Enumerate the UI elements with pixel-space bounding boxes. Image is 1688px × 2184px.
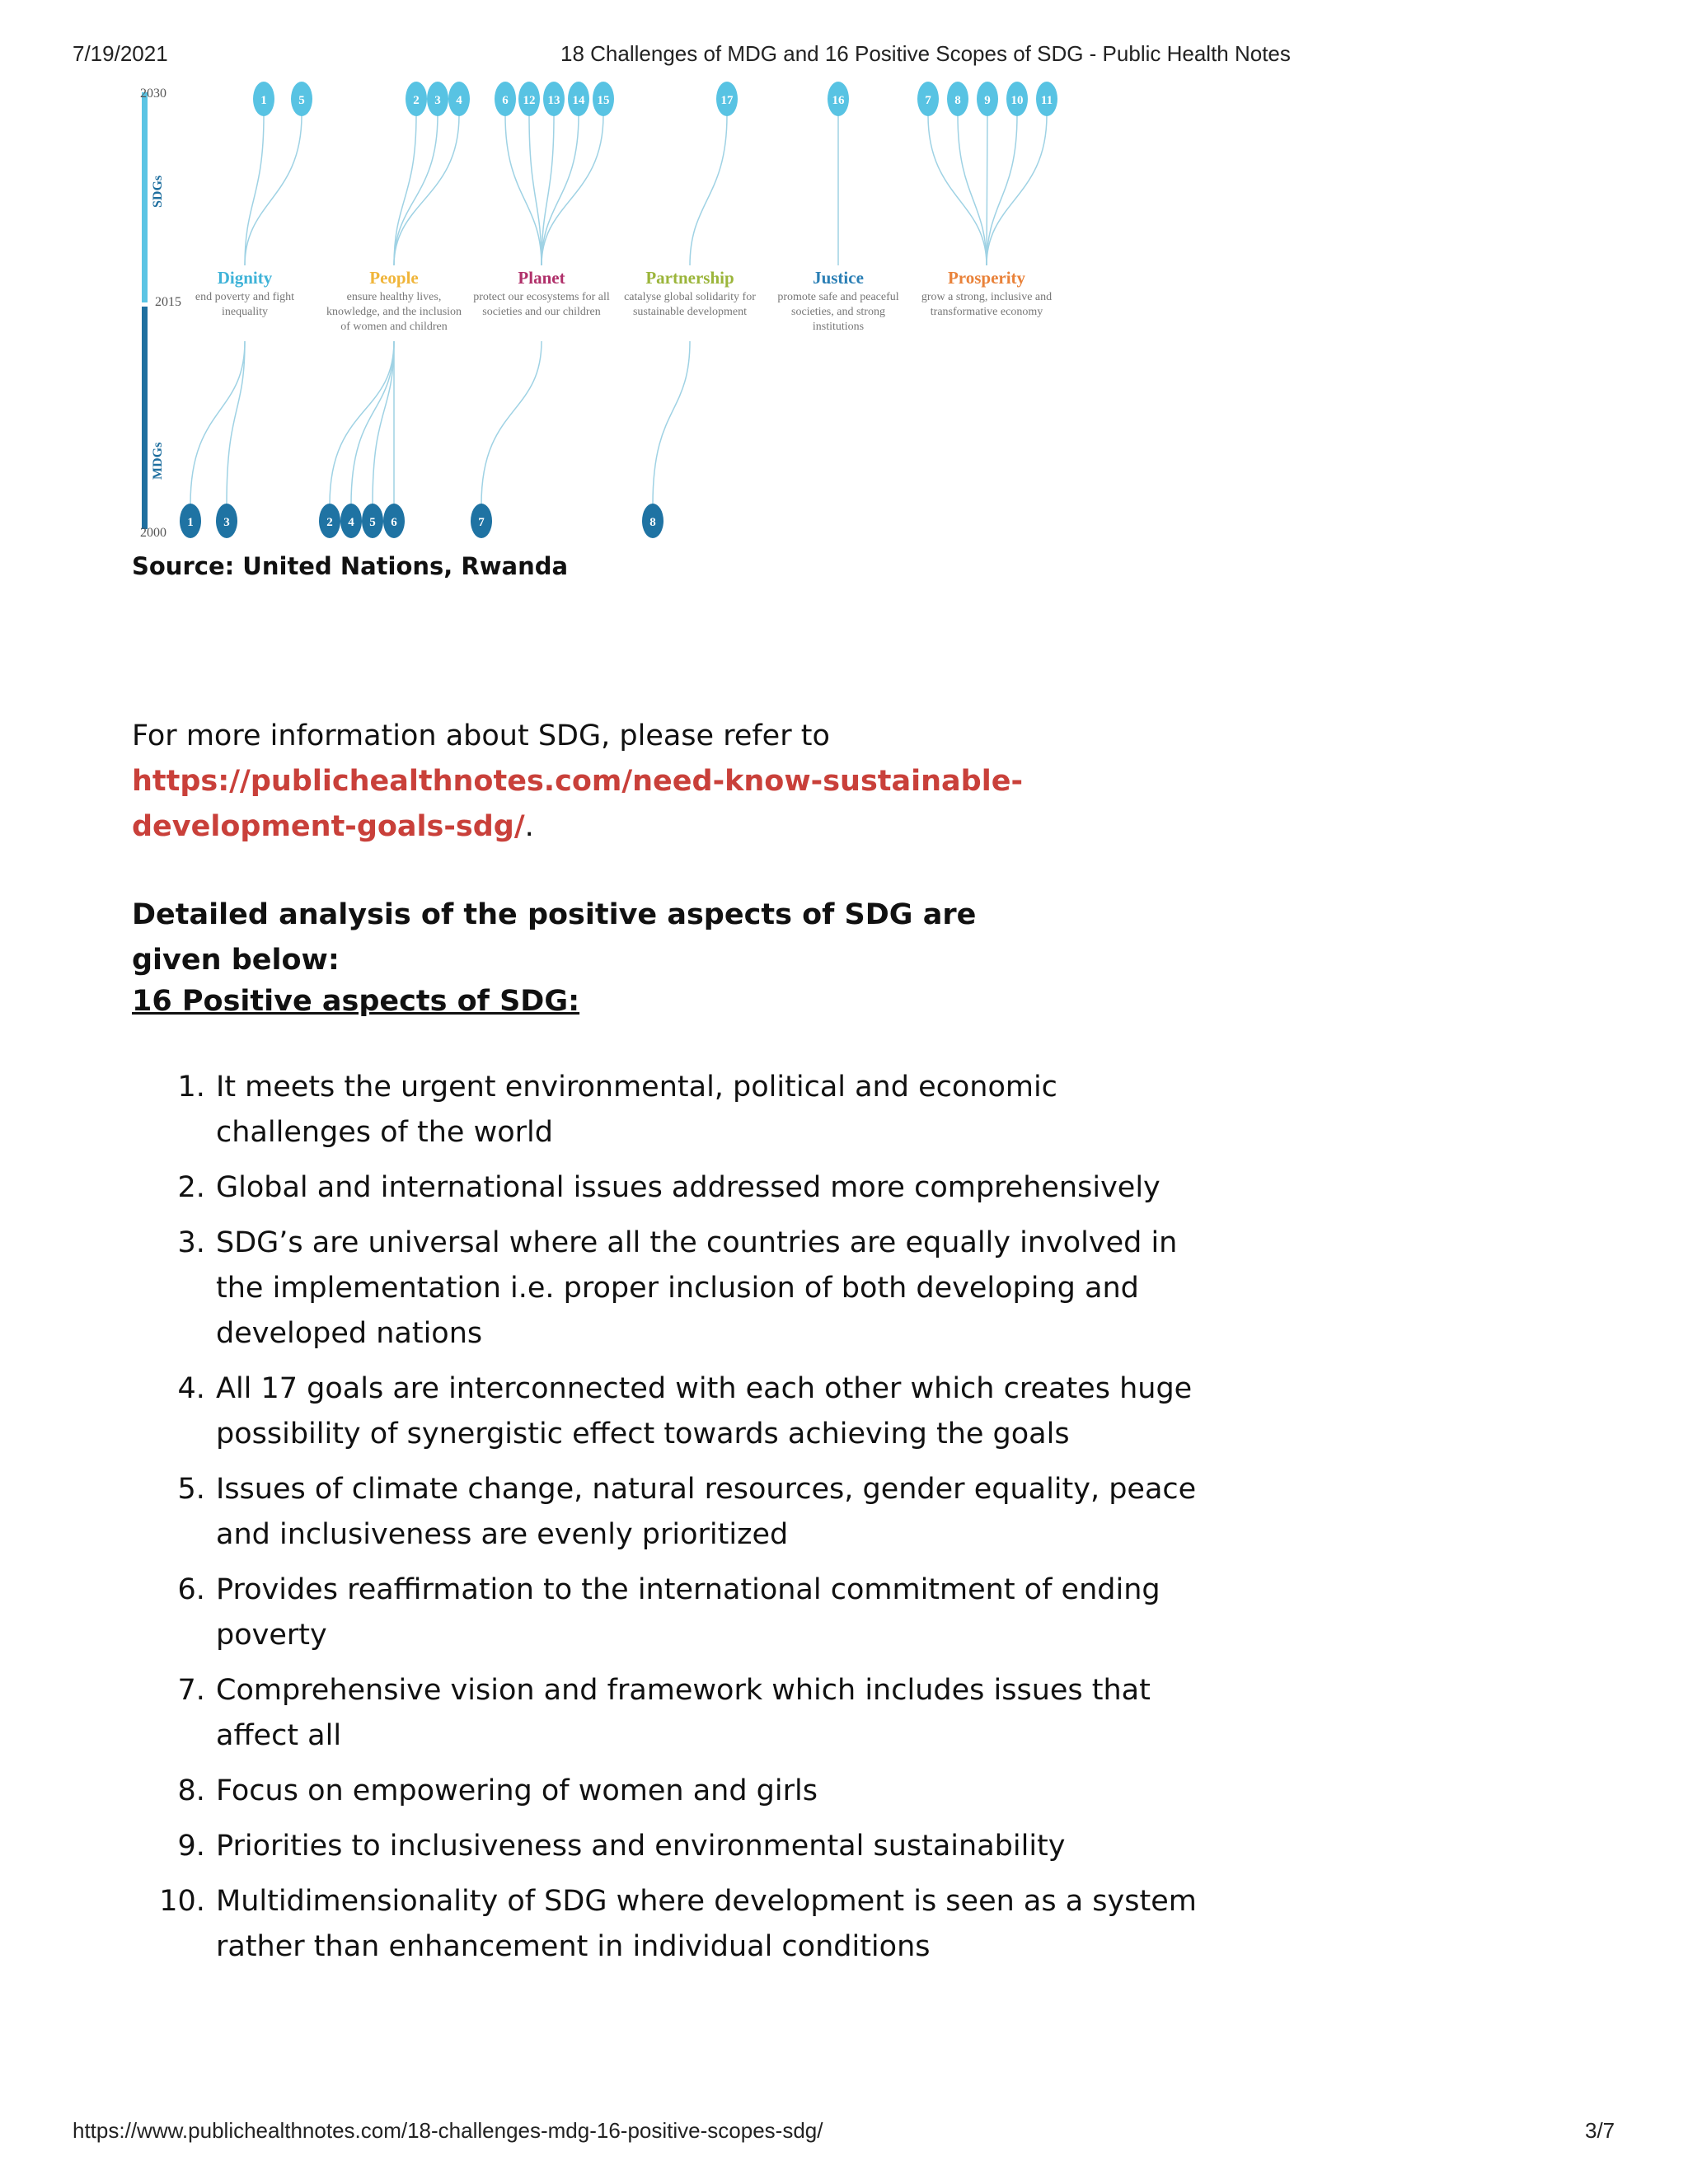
sdg-goal-circle-number: 15 bbox=[597, 94, 610, 107]
theme-description: ensure healthy lives, bbox=[346, 291, 442, 303]
print-date: 7/19/2021 bbox=[73, 41, 168, 66]
sdg-timeline-bar bbox=[142, 92, 148, 302]
sdg-goal-circle-number: 6 bbox=[502, 94, 509, 107]
mdg-goal-circle-number: 8 bbox=[649, 516, 656, 529]
sdg-goal-circle-number: 2 bbox=[413, 94, 420, 107]
sdg-connector-line bbox=[542, 115, 603, 265]
sdg-connector-line bbox=[245, 115, 302, 265]
sdg-connector-line bbox=[394, 115, 459, 265]
sdg-connector-line bbox=[987, 115, 1017, 265]
theme-name: Justice bbox=[813, 268, 864, 288]
list-item: 10. Multidimensionality of SDG where development is seen as a system rather than enhancement in individual conditions bbox=[214, 1879, 1203, 1970]
theme-description: protect our ecosystems for all bbox=[473, 291, 610, 303]
theme-description: of women and children bbox=[340, 321, 448, 333]
theme-name: Planet bbox=[518, 268, 565, 288]
sdg-info-link[interactable]: https://publichealthnotes.com/need-know-sustainable-development-goals-sdg/ bbox=[132, 765, 1023, 843]
list-item: 2. Global and international issues addressed more comprehensively bbox=[214, 1165, 1203, 1211]
theme-name: Prosperity bbox=[947, 268, 1026, 288]
sdg-goal-circle-number: 4 bbox=[456, 94, 462, 107]
sdg-goal-circle-number: 13 bbox=[547, 94, 560, 107]
mdg-connector-line bbox=[330, 341, 394, 504]
page-number: 3/7 bbox=[1585, 2118, 1615, 2143]
theme-description: knowledge, and the inclusion bbox=[326, 306, 462, 318]
mdg-timeline-bar bbox=[142, 307, 148, 529]
theme-description: catalyse global solidarity for bbox=[624, 291, 756, 303]
list-item: 5. Issues of climate change, natural resources, gender equality, peace and inclusiveness are evenly prioritized bbox=[214, 1467, 1203, 1558]
sdg-connector-line bbox=[542, 115, 579, 265]
theme-description: promote safe and peaceful bbox=[777, 291, 899, 303]
theme-description: sustainable development bbox=[632, 306, 748, 318]
list-item: 8. Focus on empowering of women and girls bbox=[214, 1769, 1203, 1814]
sdgs-axis-label: SDGs bbox=[151, 175, 165, 208]
year-2000-label: 2000 bbox=[140, 526, 166, 540]
sdg-mdg-figure bbox=[132, 76, 1063, 546]
sdg-goal-circle-number: 1 bbox=[260, 94, 267, 107]
list-item: 7. Comprehensive vision and framework which includes issues that affect all bbox=[214, 1668, 1203, 1759]
sdg-goal-circle-number: 10 bbox=[1010, 94, 1024, 107]
theme-description: end poverty and fight bbox=[195, 291, 295, 303]
year-2030-label: 2030 bbox=[140, 87, 166, 101]
page-title: 18 Challenges of MDG and 16 Positive Scopes of SDG - Public Health Notes bbox=[560, 41, 1291, 66]
theme-description: societies and our children bbox=[482, 306, 601, 318]
mdg-connector-line bbox=[481, 341, 542, 504]
mdg-connector-line bbox=[653, 341, 690, 504]
mdg-goal-circle-number: 2 bbox=[326, 516, 333, 529]
theme-description: societies, and strong bbox=[791, 306, 885, 318]
figure-source: Source: United Nations, Rwanda bbox=[132, 552, 569, 580]
mdgs-axis-label: MDGs bbox=[151, 442, 165, 480]
theme-description: inequality bbox=[222, 306, 268, 318]
sdg-connector-line bbox=[928, 115, 987, 265]
mdg-connector-line bbox=[190, 341, 245, 504]
sdg-goal-circle-number: 8 bbox=[954, 94, 961, 107]
list-item: 6. Provides reaffirmation to the international commitment of ending poverty bbox=[214, 1568, 1203, 1658]
sdg-goal-circle-number: 11 bbox=[1040, 94, 1053, 107]
analysis-heading: Detailed analysis of the positive aspects of SDG are given below: bbox=[132, 898, 977, 977]
sdg-connector-line bbox=[690, 115, 727, 265]
sdg-goal-circle-number: 9 bbox=[984, 94, 991, 107]
year-2015-label: 2015 bbox=[155, 295, 181, 309]
sdg-goal-circle-number: 12 bbox=[523, 94, 536, 107]
more-info-paragraph bbox=[132, 714, 1071, 850]
sdg-connector-line bbox=[958, 115, 987, 265]
mdg-goal-circle-number: 5 bbox=[369, 516, 376, 529]
sdg-goal-circle-number: 17 bbox=[720, 94, 734, 107]
more-info-period: . bbox=[524, 810, 534, 843]
sdg-connector-line bbox=[505, 115, 542, 265]
sdg-goal-circle-number: 7 bbox=[925, 94, 931, 107]
mdg-goal-circle-number: 3 bbox=[223, 516, 230, 529]
list-item: 1. It meets the urgent environmental, political and economic challenges of the world bbox=[214, 1065, 1203, 1155]
theme-description: grow a strong, inclusive and bbox=[921, 291, 1053, 303]
mdg-goal-circle-number: 4 bbox=[348, 516, 354, 529]
list-item: 3. SDG’s are universal where all the countries are equally involved in the implementation i.e. proper inclusion of both developing and developed nations bbox=[214, 1221, 1203, 1357]
positive-aspects-list bbox=[132, 1065, 1203, 1980]
mdg-goal-circle-number: 7 bbox=[478, 516, 485, 529]
theme-name: People bbox=[369, 268, 419, 288]
theme-name: Dignity bbox=[217, 268, 273, 288]
mdg-goal-circle-number: 6 bbox=[391, 516, 397, 529]
theme-name: Partnership bbox=[645, 268, 734, 288]
theme-description: transformative economy bbox=[930, 306, 1043, 318]
more-info-text: For more information about SDG, please refer to bbox=[132, 719, 830, 752]
sdg-goal-circle-number: 3 bbox=[434, 94, 441, 107]
list-item: 9. Priorities to inclusiveness and environmental sustainability bbox=[214, 1824, 1203, 1869]
sdg-goal-circle-number: 16 bbox=[832, 94, 845, 107]
list-item: 4. All 17 goals are interconnected with each other which creates huge possibility of synergistic effect towards achieving the goals bbox=[214, 1366, 1203, 1457]
sdg-goal-circle-number: 5 bbox=[298, 94, 305, 107]
positive-aspects-heading: 16 Positive aspects of SDG: bbox=[132, 985, 580, 1018]
sdg-goal-circle-number: 14 bbox=[572, 94, 585, 107]
theme-description: institutions bbox=[812, 321, 865, 333]
footer-url: https://www.publichealthnotes.com/18-challenges-mdg-16-positive-scopes-sdg/ bbox=[73, 2118, 823, 2143]
mdg-goal-circle-number: 1 bbox=[187, 516, 194, 529]
